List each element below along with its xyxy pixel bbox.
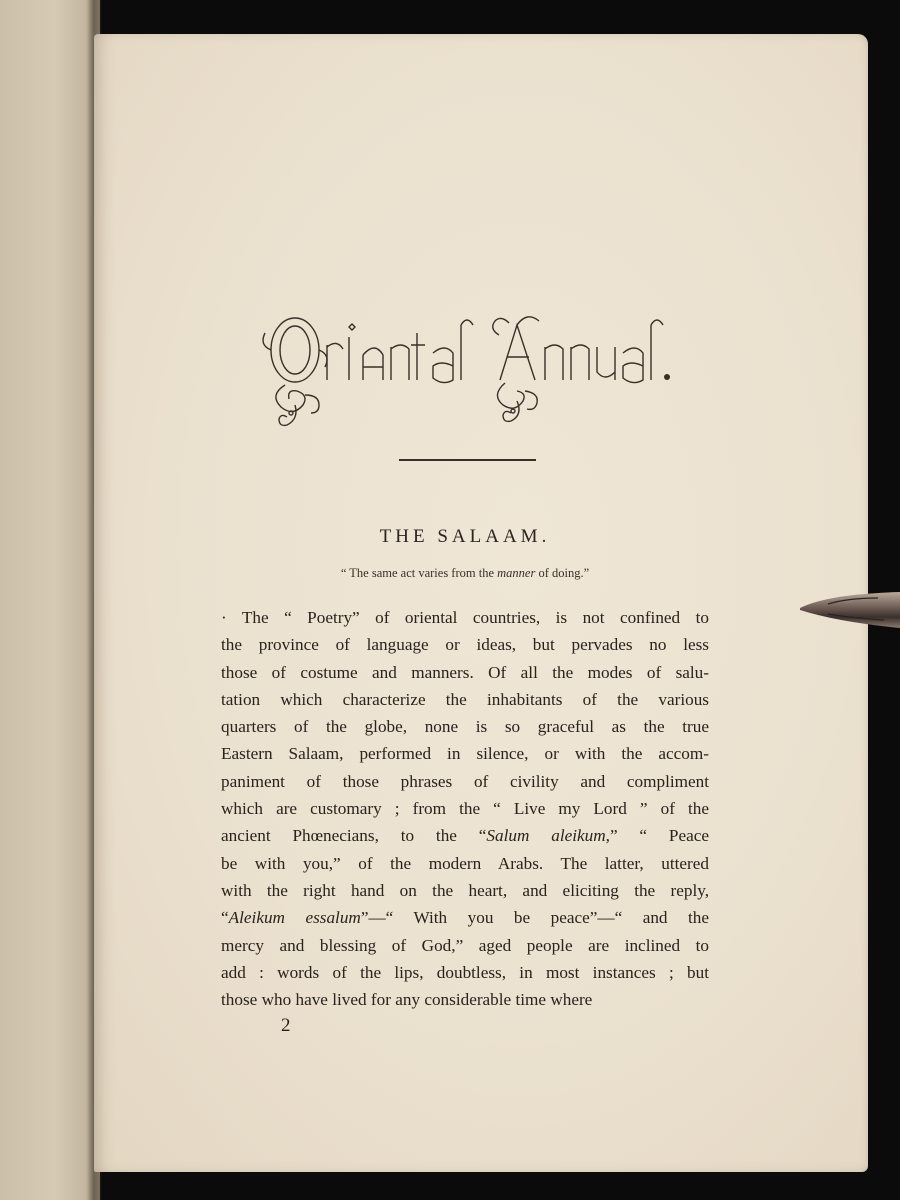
- text-run: Eastern Salaam, performed in silence, or with the accom-: [221, 744, 709, 764]
- text-line: [221, 904, 709, 931]
- text-run: tation which characterize the inhabitants of the various: [221, 689, 709, 709]
- text-line: [221, 959, 709, 986]
- text-run: add : words of the lips, doubtless, in most instances ; but: [221, 962, 709, 982]
- text-line: [221, 659, 709, 686]
- epigraph: [0, 566, 900, 581]
- text-run: ” “ Peace: [609, 826, 709, 846]
- metal-pointer-icon: [798, 588, 900, 632]
- text-line: [221, 713, 709, 740]
- text-run: paniment of those phrases of civility and compliment: [221, 771, 709, 791]
- body-paragraph: [221, 604, 709, 1013]
- text-run: those of costume and manners. Of all the modes of salu-: [221, 662, 709, 682]
- text-run: mercy and blessing of God,” aged people are inclined to: [221, 935, 709, 955]
- text-run: “: [221, 908, 229, 928]
- epigraph-text: “ The same act varies from the: [340, 566, 498, 580]
- text-run: which are customary ; from the “ Live my Lord ” of the: [221, 799, 709, 819]
- text-run: quarters of the globe, none is so graceful as the true: [221, 717, 709, 737]
- italic-phrase: Salum aleikum,: [486, 826, 610, 846]
- epigraph-emphasis: manner: [497, 566, 536, 580]
- text-line: [221, 822, 709, 849]
- text-line: [221, 740, 709, 767]
- text-line: [221, 795, 709, 822]
- text-line: [221, 686, 709, 713]
- text-run: ”—“ With you be peace”—“ and the: [360, 908, 709, 928]
- text-run: · The “ Poetry” of oriental countries, is not confined to: [221, 608, 709, 627]
- text-line: [221, 877, 709, 904]
- text-run: be with you,” of the modern Arabs. The latter, uttered: [221, 853, 709, 873]
- text-line: [221, 986, 709, 1013]
- title-rule: [399, 459, 536, 461]
- text-line: [221, 631, 709, 658]
- page-number: 2: [281, 1015, 291, 1036]
- epigraph-text-end: of doing.”: [535, 566, 590, 580]
- text-line: [221, 932, 709, 959]
- text-run: the province of language or ideas, but pervades no less: [221, 635, 709, 655]
- facing-page-edge: [0, 0, 100, 1200]
- text-run: those who have lived for any considerable time where: [221, 990, 593, 1010]
- text-run: ancient Phœnecians, to the “: [221, 826, 487, 846]
- italic-phrase: Aleikum essalum: [228, 908, 361, 928]
- ornamental-title-lettering: [255, 305, 675, 440]
- text-line: [221, 768, 709, 795]
- text-line: [221, 604, 709, 631]
- chapter-heading: THE SALAAM.: [379, 526, 551, 547]
- text-line: [221, 850, 709, 877]
- text-run: with the right hand on the heart, and eliciting the reply,: [221, 880, 709, 900]
